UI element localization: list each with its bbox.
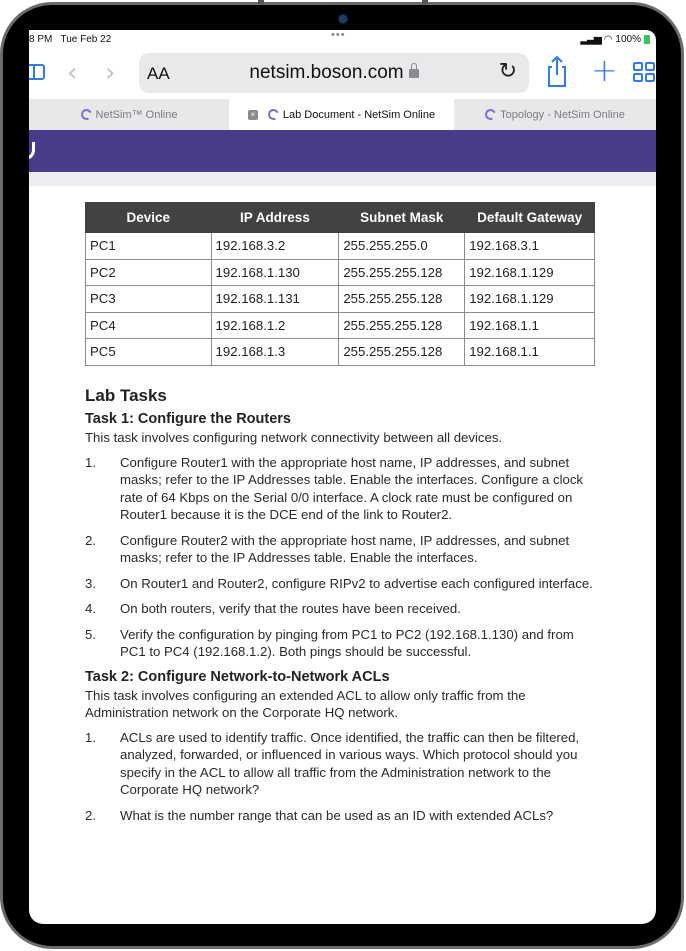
task-1-steps — [85, 454, 595, 661]
lock-icon — [409, 69, 419, 78]
close-icon[interactable]: × — [248, 110, 258, 120]
header-divider — [29, 172, 656, 186]
cell-device: PC5 — [86, 339, 212, 366]
cell-gateway: 192.168.3.1 — [465, 233, 595, 260]
step-number: 5. — [85, 626, 96, 642]
step-number: 3. — [85, 575, 96, 591]
tab-label: Topology - NetSim Online — [500, 108, 625, 121]
step-text: Configure Router2 with the appropriate host name, IP addresses, and subnet masks; refer to the IP Addresses table. Enable the interfaces. — [120, 532, 570, 565]
step-text: Verify the configuration by pinging from PC1 to PC2 (192.168.1.130) and from PC1 to PC4 (192.168.1.2). Both pings should be successful. — [120, 626, 574, 659]
hardware-button — [422, 0, 428, 4]
tab-netsim-online[interactable] — [29, 99, 229, 130]
cell-ip: 192.168.1.3 — [211, 339, 339, 366]
step-text: On Router1 and Router2, configure RIPv2 to advertise each configured interface. — [120, 575, 593, 591]
hardware-button — [258, 0, 264, 4]
url-text[interactable]: netsim.boson.com — [139, 62, 529, 84]
task-step — [85, 600, 595, 618]
status-bar — [29, 30, 656, 50]
step-number: 2. — [85, 807, 96, 823]
cell-gateway: 192.168.1.1 — [465, 339, 595, 366]
step-text: ACLs are used to identify traffic. Once identified, the traffic can then be filtered, analyzed, forwarded, or influenced in various ways. Which protocol should you specify in the ACL to allow all traffic from the Administration network to the Corporate HQ network? — [120, 729, 580, 797]
tab-label: NetSim™ Online — [95, 108, 178, 121]
task-step — [85, 575, 595, 593]
boson-logo-icon[interactable] — [29, 142, 35, 160]
wifi-icon: ◠ — [603, 34, 613, 45]
cell-ip: 192.168.1.130 — [211, 259, 339, 286]
tab-label: Lab Document - NetSim Online — [282, 108, 436, 121]
task-1-description: This task involves configuring network connectivity between all devices. — [85, 429, 503, 445]
column-header: Subnet Mask — [339, 203, 465, 233]
table-header-row — [86, 203, 595, 233]
cell-device: PC1 — [86, 233, 212, 260]
chevron-left-icon[interactable]: ‹ — [67, 58, 78, 88]
table-row — [86, 312, 595, 339]
column-header: IP Address — [211, 203, 339, 233]
cell-ip: 192.168.1.131 — [211, 286, 339, 313]
lab-tasks-heading: Lab Tasks — [85, 385, 167, 405]
status-right — [581, 34, 650, 45]
step-text: On both routers, verify that the routes have been received. — [120, 601, 461, 616]
task-2-description: This task involves configuring an extended ACL to allow only traffic from the Administration network on the Corporate HQ network. — [85, 687, 526, 720]
cell-ip: 192.168.1.2 — [211, 312, 339, 339]
netsim-logo-icon — [484, 107, 498, 121]
step-text: What is the number range that can be used as an ID with extended ACLs? — [120, 807, 554, 823]
tab-lab-document[interactable] — [229, 99, 454, 130]
signal-icon: ▂▃▅ — [580, 34, 601, 45]
cell-mask: 255.255.255.128 — [339, 339, 465, 366]
task-2-title: Task 2: Configure Network-to-Network ACLs — [85, 668, 390, 685]
screen — [29, 30, 656, 924]
netsim-logo-icon — [79, 107, 93, 121]
tab-topology[interactable] — [454, 99, 656, 130]
share-icon[interactable] — [546, 53, 568, 89]
netsim-logo-icon — [266, 107, 280, 121]
ip-addresses-table — [85, 202, 595, 366]
cell-gateway: 192.168.1.129 — [465, 259, 595, 286]
task-2-steps — [85, 729, 595, 825]
address-bar[interactable] — [139, 53, 529, 93]
step-text: Configure Router1 with the appropriate host name, IP addresses, and subnet masks; refer to the IP Addresses table. Enable the interfaces. Configure a clock rate of 64 Kbps on the Serial 0/0 interface. A clock rate must be configured on Router1 because it is the DCE end of the link to Router2. — [120, 454, 584, 522]
task-step — [85, 532, 595, 567]
camera-icon — [338, 14, 348, 24]
table-row — [86, 286, 595, 313]
cell-ip: 192.168.3.2 — [211, 233, 339, 260]
cell-mask: 255.255.255.128 — [339, 312, 465, 339]
status-time: 8 PM Tue Feb 22 — [29, 34, 112, 45]
task-1-title: Task 1: Configure the Routers — [85, 410, 291, 427]
task-step — [85, 454, 595, 524]
cell-mask: 255.255.255.128 — [339, 259, 465, 286]
tabs-grid-icon[interactable] — [633, 62, 655, 82]
cell-device: PC4 — [86, 312, 212, 339]
task-step — [85, 626, 595, 661]
table-row — [86, 233, 595, 260]
cell-device: PC3 — [86, 286, 212, 313]
table-row — [86, 259, 595, 286]
plus-icon[interactable]: + — [591, 51, 618, 89]
step-number: 4. — [85, 601, 96, 616]
multitasking-dots[interactable]: ••• — [331, 30, 346, 41]
cell-gateway: 192.168.1.1 — [465, 312, 595, 339]
cell-mask: 255.255.255.0 — [339, 233, 465, 260]
cell-mask: 255.255.255.128 — [339, 286, 465, 313]
text-size-button[interactable]: AA — [147, 64, 170, 83]
table-row — [86, 339, 595, 366]
battery-icon — [644, 35, 650, 44]
step-number: 2. — [85, 532, 96, 548]
tab-bar — [29, 99, 656, 130]
task-step — [85, 729, 595, 799]
step-number: 1. — [85, 729, 96, 745]
sidebar-icon[interactable] — [29, 64, 45, 80]
column-header: Device — [86, 203, 212, 233]
step-number: 1. — [85, 454, 96, 470]
lab-document — [85, 202, 595, 832]
site-header — [29, 130, 656, 172]
browser-toolbar — [29, 50, 656, 96]
battery-percent: 100% — [615, 34, 641, 45]
cell-gateway: 192.168.1.129 — [465, 286, 595, 313]
reload-icon[interactable]: ↻ — [498, 59, 517, 84]
chevron-right-icon[interactable]: › — [105, 58, 116, 88]
task-step — [85, 807, 595, 825]
cell-device: PC2 — [86, 259, 212, 286]
column-header: Default Gateway — [465, 203, 595, 233]
